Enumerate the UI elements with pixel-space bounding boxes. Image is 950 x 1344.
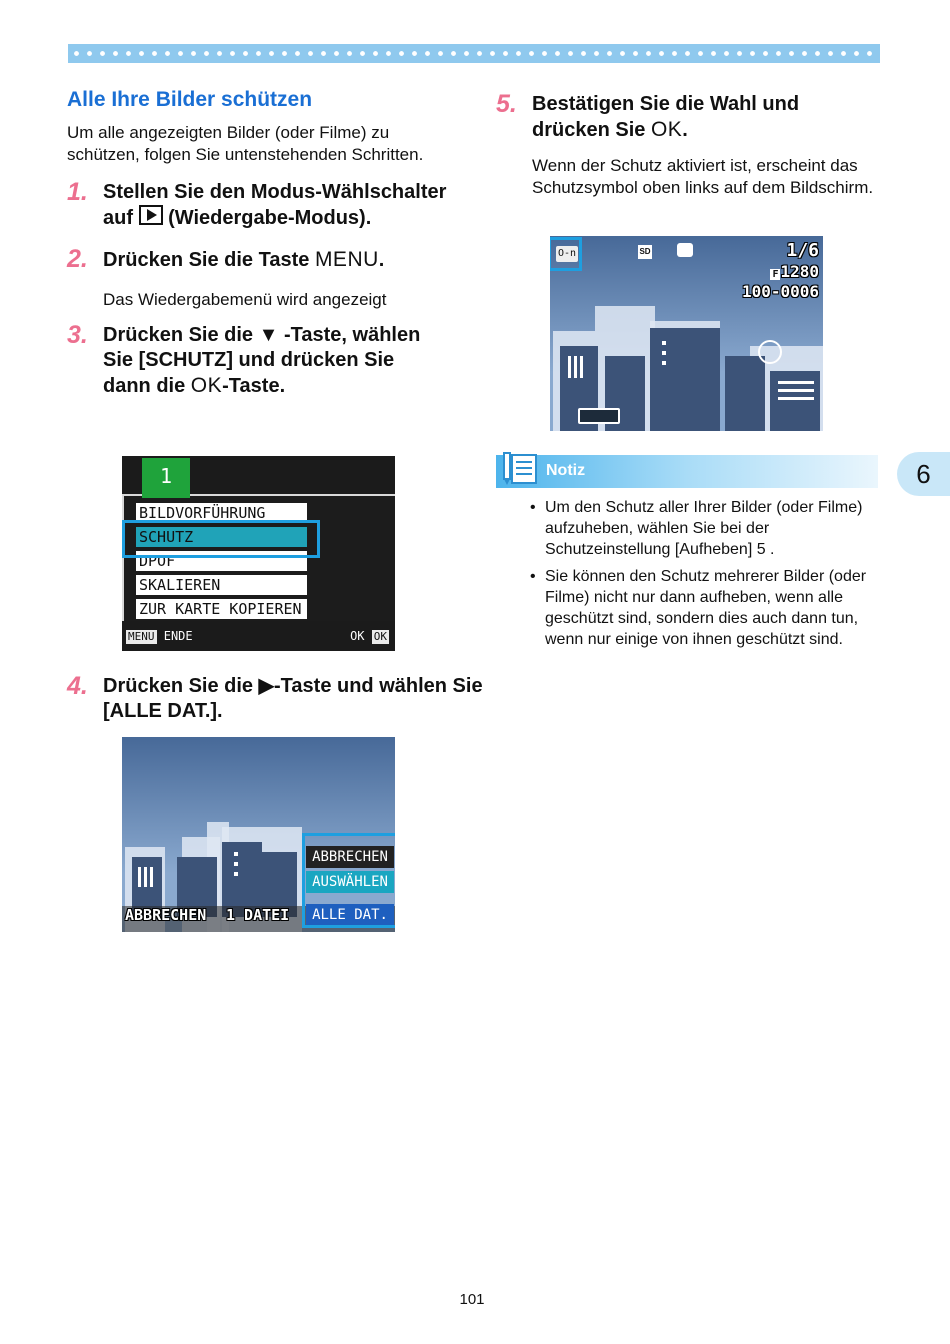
step-5 (496, 92, 881, 199)
step-text: Stellen Sie den Modus-Wählschalter auf (103, 181, 447, 229)
step-4 (67, 674, 483, 724)
step-text: Drücken Sie die Taste (103, 249, 315, 271)
note-pencil-icon (500, 451, 538, 487)
key-icon: O-n (556, 246, 578, 262)
note-item: • Um den Schutz aller Ihrer Bilder (oder Filme) aufzuheben, wählen Sie bei der Schutzeinstellung [Aufheben] 5 . (530, 497, 880, 560)
battery-icon (578, 408, 620, 424)
ok-label: OK (350, 629, 365, 643)
right-column (496, 88, 881, 209)
cancel-option-label: ABBRECHEN (125, 906, 207, 924)
selection-highlight-box (302, 833, 395, 928)
protect-icon-highlight-box (550, 237, 582, 271)
menu-tab: 1 (142, 458, 190, 498)
step-2 (67, 247, 447, 311)
note-label: Notiz (546, 462, 586, 479)
step-number: 2. (67, 245, 88, 273)
down-arrow-icon: ▼ (258, 324, 279, 346)
file-number: 100-0006 (741, 282, 819, 301)
step-3 (67, 323, 447, 399)
step-text: Drücken Sie die (103, 324, 259, 346)
menu-item-selected: SCHUTZ (136, 527, 307, 547)
step-number: 4. (67, 672, 88, 700)
building (770, 371, 820, 431)
one-file-option-label: 1 DATEI (226, 906, 290, 924)
playback-mode-icon (139, 205, 163, 225)
frame-counter: 1/6 (786, 240, 819, 261)
step-number: 3. (67, 321, 88, 349)
menu-item: SKALIEREN (136, 575, 307, 595)
step-1 (67, 180, 447, 231)
note-list (530, 497, 880, 656)
menu-key-label: MENU (314, 248, 379, 271)
step-text: -Taste und wählen Sie [ALLE DAT.]. (103, 675, 483, 722)
step-text: . (378, 249, 385, 271)
menu-tag: MENU (128, 630, 155, 643)
intro-text: Um alle angezeigten Bilder (oder Filme) zu schützen, folgen Sie untenstehenden Schritten. (67, 123, 424, 164)
step-text: (Wiedergabe-Modus). (162, 207, 372, 229)
exit-label: ENDE (163, 629, 193, 643)
playback-menu-screenshot (122, 456, 395, 651)
step-number: 5. (496, 90, 517, 118)
stabilizer-icon (758, 340, 782, 364)
submenu-item: ABBRECHEN (306, 846, 394, 868)
step-text: . (682, 119, 688, 141)
menu-item: DPOF (136, 551, 307, 571)
ok-tag: OK (373, 630, 387, 643)
menu-bottom-bar (122, 621, 395, 651)
quality-tag: F (772, 269, 779, 280)
step-text: Bestätigen Sie die Wahl und drücken Sie (532, 93, 800, 141)
building (725, 356, 765, 431)
submenu-item: AUSWÄHLEN (306, 871, 394, 893)
note-header (496, 455, 878, 488)
step-text: -Taste. (222, 375, 286, 397)
step-text: -Taste, wählen Sie [SCHUTZ] und drücken Sie dann die (103, 324, 421, 397)
step-number: 1. (67, 178, 88, 206)
camera-icon (677, 243, 693, 257)
chapter-tab: 6 (897, 452, 950, 496)
step-description: Das Wiedergabemenü wird angezeigt (103, 290, 387, 309)
selection-highlight-box (122, 520, 320, 558)
right-arrow-icon: ▶ (258, 675, 275, 697)
note-item: • Sie können den Schutz mehrerer Bilder (oder Filme) nicht nur dann aufheben, wenn alle geschützt sind, sondern dies auch dann tun, wenn nur einige von ihnen geschützt sind. (530, 566, 880, 650)
menu-item: BILDVORFÜHRUNG (136, 503, 307, 523)
building (650, 328, 720, 431)
decorative-top-band (68, 44, 880, 63)
sd-card-label: SD (638, 245, 652, 259)
protected-image-screenshot (550, 236, 823, 431)
image-size-label: 1280 (780, 262, 819, 281)
protect-select-screenshot (122, 737, 395, 932)
ok-key-label: OK (190, 374, 223, 397)
section-title: Alle Ihre Bilder schützen (67, 88, 313, 111)
submenu-item-selected: ALLE DAT. (306, 904, 394, 926)
page-number: 101 (459, 1291, 485, 1308)
step-description: Wenn der Schutz aktiviert ist, erscheint das Schutzsymbol oben links auf dem Bildschirm. (532, 156, 874, 197)
step-text: Drücken Sie die (103, 675, 259, 697)
menu-frame (122, 494, 395, 623)
ok-key-label: OK (650, 118, 683, 141)
menu-item: ZUR KARTE KOPIEREN (136, 599, 307, 619)
left-column (67, 88, 447, 405)
